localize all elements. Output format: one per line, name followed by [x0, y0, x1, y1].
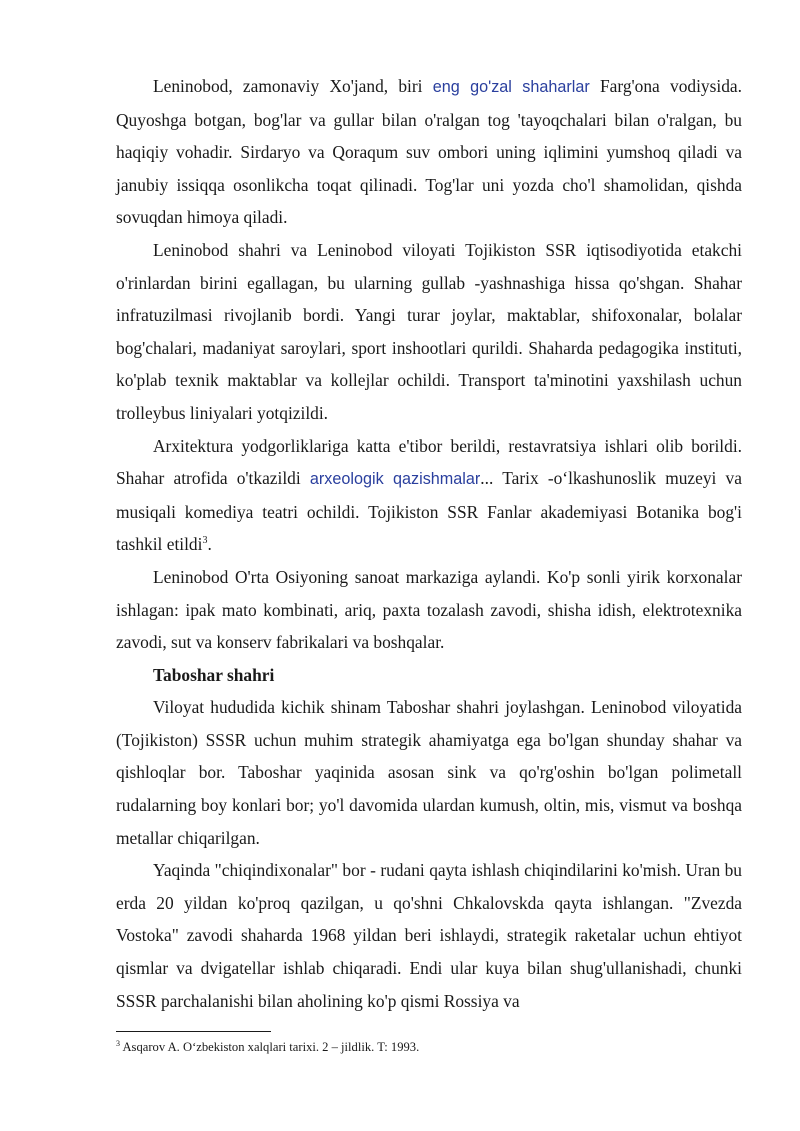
footnote — [116, 1039, 742, 1055]
paragraph-architecture — [116, 430, 742, 561]
paragraph-taboshar: Viloyat hududida kichik shinam Taboshar shahri joylashgan. Leninobod viloyatida (Tojikiston) SSSR uchun muhim strategik ahamiyatga ega bo'lgan shunday shahar va qishloqlar bor. Taboshar yaqinida asosan sink va qo'rg'oshin bo'lgan polimetall rudalarning boy konlari bor; yo'l davomida ulardan kumush, oltin, mis, vismut va boshqa metallar chiqarilgan. — [116, 697, 742, 848]
footnote-reference[interactable]: 3 — [202, 535, 208, 547]
paragraph-industry: Leninobod O'rta Osiyoning sanoat markaziga aylandi. Ko'p sonli yirik korxonalar ishlagan: ipak mato kombinati, ariq, paxta tozalash zavodi, shisha idish, elektrotexnika zavodi, sut va konserv fabrikalari va boshqalar. — [116, 566, 742, 653]
paragraph-text: ... Tarix -o‘lkashunoslik muzeyi va musiqali komediya teatri ochildi. Tojikiston SSR Fanlar akademiyasi Botanika bog'i tashkil etildi — [116, 468, 742, 555]
paragraph-text: Arxitektura yodgorliklariga katta e'tibor berildi, restavratsiya ishlari olib borildi. Shahar atrofida o'tkazildi — [116, 435, 742, 489]
paragraph-tailings: Yaqinda "chiqindixonalar" bor - rudani qayta ishlash chiqindilarini ko'mish. Uran bu erda 20 yildan ko'proq qazilgan, u qo'shni Chkalovskda qayta ishlangan. "Zvezda Vostoka" zavodi shaharda 1968 yildan beri ishlaydi, strategik raketalar uchun ehtiyot qismlar va dvigatellar ishlab chiqaradi. Endi ular kuya bilan shug'ullanishadi, chunki SSSR parchalanishi bilan aholining ko'p qismi Rossiya va — [116, 860, 742, 1011]
footnote-text: Asqarov A. O‘zbekiston xalqlari tarixi. 2 – jildlik. T: 1993. — [120, 1040, 420, 1054]
paragraph-leninobod-intro — [116, 70, 742, 234]
paragraph-text: . — [207, 534, 212, 555]
paragraph-text: Farg'ona vodiysida. Quyoshga botgan, bog'lar va gullar bilan o'ralgan tog 'tayoqchalari bilan o'ralgan, bu haqiqiy vohadir. Sirdaryo va Qoraqum suv ombori uning iqlimini yumshoq qiladi va janubiy issiqqa osonlikcha toqat qilinadi. Tog'lar uni yozda cho'l shamolidan, qishda sovuqdan himoya qiladi. — [116, 76, 742, 228]
footnote-number: 3 — [116, 1038, 120, 1048]
footnote-divider — [116, 1031, 271, 1032]
paragraph-economy: Leninobod shahri va Leninobod viloyati Tojikiston SSR iqtisodiyotida etakchi o'rinlardan birini egallagan, bu ularning gullab -yashnashiga hissa qo'shgan. Shahar infratuzilmasi rivojlanib bordi. Yangi turar joylar, maktablar, shifoxonalar, bolalar bog'chalari, madaniyat saroylari, sport inshootlari qurildi. Shaharda pedagogika instituti, ko'plab texnik maktablar va kollejlar ochildi. Transport ta'minotini yaxshilash uchun trolleybus liniyalari yotqizildi. — [116, 239, 742, 423]
document-body — [116, 70, 742, 1017]
section-heading-taboshar: Taboshar shahri — [153, 664, 275, 685]
link-beautiful-cities[interactable]: eng go'zal shaharlar — [432, 78, 590, 96]
link-archaeological-excavations[interactable]: arxeologik qazishmalar — [309, 470, 481, 489]
paragraph-text: Leninobod, zamonaviy Xo'jand, biri — [153, 76, 433, 96]
